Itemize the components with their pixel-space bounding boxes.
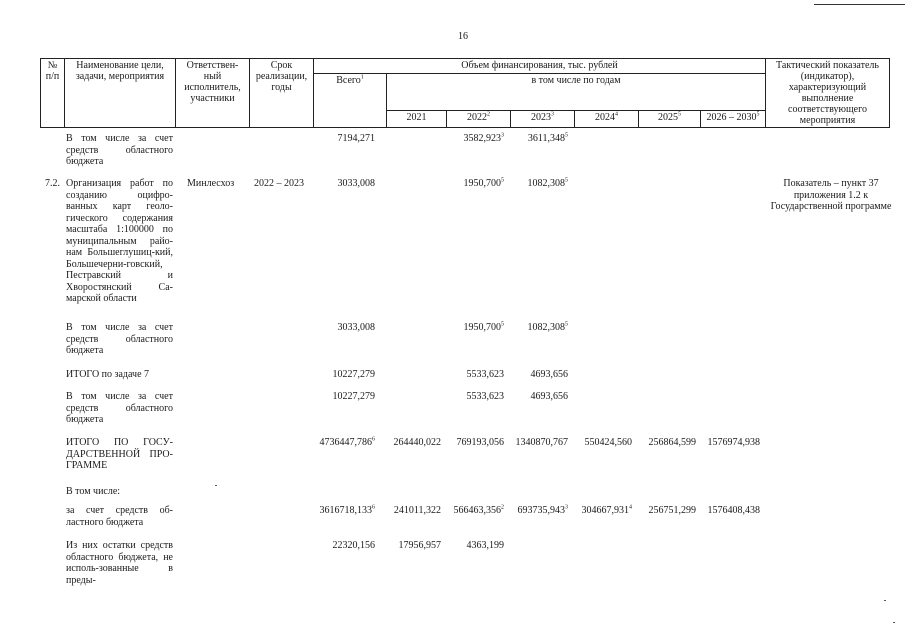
row-value-y2023: 1082,308$^5$ [527, 321, 568, 333]
scan-dot [215, 485, 217, 486]
row-value-y2023: 693735,943$^3$ [517, 504, 568, 516]
row-value-total: 10227,279 [332, 391, 375, 402]
page-number: 16 [458, 31, 468, 42]
row-value-y2025: 256864,599 [648, 437, 696, 448]
row-value-y2023: 4693,656 [530, 391, 568, 402]
header-year: 2023$^3$ [511, 111, 575, 128]
header-by-year: в том числе по годам [387, 74, 766, 111]
row-value-y2022: 3582,923$^3$ [463, 132, 504, 144]
row-value-total: 22320,156 [332, 540, 375, 551]
row-term: 2022 – 2023 [254, 178, 304, 189]
row-value-y2025: 256751,299 [648, 505, 696, 516]
row-value-y2023: 1340870,767 [515, 437, 568, 448]
header-year: 2022$^2$ [447, 111, 511, 128]
row-value-y2022: 4363,199 [466, 540, 504, 551]
row-value-total: 7194,271 [337, 133, 375, 144]
row-name: В том числе за счет средств областного бюджета [66, 322, 173, 356]
row-value-y2026: 1576974,938 [707, 437, 760, 448]
row-value-total: 4736447,786$^6$ [319, 436, 375, 448]
header-indicator: Тактический показатель (индикатор), характеризующий выполнение соответствующего мероприятия [766, 59, 890, 128]
row-value-y2024: 550424,560 [584, 437, 632, 448]
row-name: ИТОГО ПО ГОСУ-ДАРСТВЕННОЙ ПРО-ГРАММЕ [66, 437, 173, 471]
row-name: за счет средств об-ластного бюджета [66, 505, 173, 528]
row-value-total: 10227,279 [332, 369, 375, 380]
row-name: Из них остатки средств областного бюджета, не исполь-зованные в преды- [66, 540, 173, 586]
top-rule [814, 4, 905, 5]
header-year: 2026 – 2030$^5$ [701, 111, 766, 128]
row-name: В том числе за счет средств областного бюджета [66, 133, 173, 167]
financing-table-header [40, 58, 890, 128]
row-value-total: 3033,008 [337, 322, 375, 333]
header-year: 2021 [387, 111, 447, 128]
header-name: Наименование цели, задачи, мероприятия [65, 59, 176, 128]
row-value-total: 3616718,133$^6$ [319, 504, 375, 516]
row-value-y2022: 1950,700$^5$ [463, 321, 504, 333]
header-num: № п/п [41, 59, 65, 128]
header-responsible: Ответствен-ный исполнитель, участники [176, 59, 250, 128]
row-value-y2021: 17956,957 [398, 540, 441, 551]
row-value-y2022: 566463,356$^2$ [453, 504, 504, 516]
row-name: В том числе: [66, 486, 121, 497]
header-volume: Объем финансирования, тыс. рублей [314, 59, 766, 74]
header-year: 2025$^5$ [639, 111, 701, 128]
row-value-y2022: 5533,623 [466, 369, 504, 380]
row-value-y2022: 5533,623 [466, 391, 504, 402]
row-number: 7.2. [45, 178, 60, 189]
row-value-total: 3033,008 [337, 178, 375, 189]
scan-dot [884, 600, 886, 601]
row-value-y2023: 4693,656 [530, 369, 568, 380]
row-responsible: Минлесхоз [187, 178, 235, 189]
header-total: Всего$^1$ [314, 74, 387, 128]
header-term: Срок реализации, годы [250, 59, 314, 128]
scan-dot [893, 622, 895, 623]
row-value-y2022: 769193,056 [456, 437, 504, 448]
row-value-y2023: 1082,308$^5$ [527, 177, 568, 189]
row-name: В том числе за счет средств областного бюджета [66, 391, 173, 425]
header-year: 2024$^4$ [575, 111, 639, 128]
row-value-y2026: 1576408,438 [707, 505, 760, 516]
row-value-y2024: 304667,931$^4$ [581, 504, 632, 516]
row-value-y2022: 1950,700$^5$ [463, 177, 504, 189]
row-name: Организация работ по созданию оцифро-ванных карт геоло-гического содержания масштаба 1:100000 по муниципальным райо-нам Большеглушиц-кий, Большечерни-говский, Пестравский и Хворостянский Са-марской области [66, 178, 173, 304]
row-value-y2021: 264440,022 [393, 437, 441, 448]
row-indicator: Показатель – пункт 37 приложения 1.2 к Государственной программе [770, 178, 892, 212]
row-value-y2023: 3611,348$^5$ [527, 132, 568, 144]
row-value-y2021: 241011,322 [393, 505, 441, 516]
row-name: ИТОГО по задаче 7 [66, 369, 150, 380]
